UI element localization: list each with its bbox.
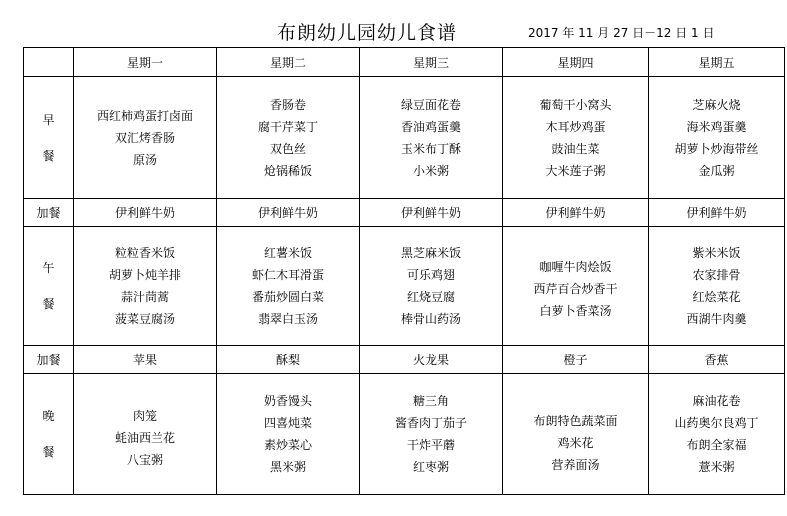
dish: 粒粒香米饭 — [114, 246, 175, 260]
dish: 布朗全家福 — [686, 438, 747, 452]
day-header: 星期四 — [503, 48, 649, 77]
lunch-row — [24, 227, 785, 346]
dish: 肉笼 — [132, 409, 157, 423]
dish: 金瓜粥 — [698, 163, 735, 178]
dish: 胡萝卜炒海带丝 — [674, 141, 759, 156]
dish: 黑米粥 — [269, 460, 306, 474]
dish: 布朗特色蔬菜面 — [533, 414, 618, 428]
dish: 八宝粥 — [126, 453, 163, 467]
day-header: 星期三 — [360, 48, 503, 77]
menu-cell — [649, 227, 785, 346]
dish: 炝锅稀饭 — [263, 163, 312, 178]
menu-cell — [360, 227, 503, 346]
dish: 豉油生菜 — [551, 141, 600, 156]
dish: 玉米布丁酥 — [400, 141, 461, 156]
dish: 干炸平蘑 — [406, 438, 455, 452]
corner-cell — [24, 48, 74, 77]
header-row — [24, 48, 785, 77]
dish: 红烧豆腐 — [406, 290, 455, 304]
snack-item: 橙子 — [503, 346, 649, 374]
dish: 原汤 — [132, 152, 157, 167]
meal-label-lunch: 餐 — [42, 297, 55, 311]
day-header: 星期一 — [74, 48, 217, 77]
breakfast-row — [24, 77, 785, 199]
meal-label-lunch: 午 — [42, 261, 55, 275]
snack-item: 伊利鲜牛奶 — [360, 199, 503, 227]
dish: 素炒菜心 — [263, 438, 312, 452]
dish: 蚝油西兰花 — [114, 431, 175, 445]
menu-table — [23, 47, 785, 495]
dish: 麻油花卷 — [692, 394, 741, 408]
meal-label-cell — [24, 227, 74, 346]
dish: 可乐鸡翅 — [406, 268, 455, 282]
dish: 西湖牛肉羹 — [686, 312, 747, 326]
day-header: 星期五 — [649, 48, 785, 77]
meal-label-breakfast: 早 — [42, 112, 55, 127]
dish: 胡萝卜炖羊排 — [108, 268, 181, 282]
dish: 绿豆面花卷 — [400, 97, 461, 112]
dish: 糖三角 — [412, 394, 449, 408]
menu-cell — [74, 227, 217, 346]
snack-item: 酥梨 — [217, 346, 360, 374]
menu-cell — [217, 374, 360, 495]
dish: 农家排骨 — [692, 268, 741, 282]
dish: 菠菜豆腐汤 — [114, 312, 175, 326]
menu-cell — [217, 77, 360, 199]
menu-cell — [360, 77, 503, 199]
menu-cell — [503, 374, 649, 495]
snack-item: 苹果 — [74, 346, 217, 374]
dish: 鸡米花 — [557, 436, 594, 450]
dish: 香肠卷 — [269, 97, 306, 112]
dish: 紫米米饭 — [692, 246, 741, 260]
dish: 木耳炒鸡蛋 — [545, 119, 606, 134]
snack-row-morning — [24, 199, 785, 227]
day-header: 星期二 — [217, 48, 360, 77]
dish: 芝麻火烧 — [692, 97, 741, 112]
meal-label-snack: 加餐 — [24, 346, 74, 374]
snack-item: 伊利鲜牛奶 — [649, 199, 785, 227]
dish: 红枣粥 — [412, 460, 449, 474]
dish: 翡翠白玉汤 — [257, 312, 318, 326]
dish: 虾仁木耳滑蛋 — [251, 268, 324, 282]
dish: 奶香馒头 — [263, 394, 312, 408]
menu-cell — [649, 374, 785, 495]
dish: 葡萄干小窝头 — [539, 97, 612, 112]
dish: 四喜炖菜 — [263, 416, 312, 430]
dish: 薏米粥 — [698, 460, 735, 474]
menu-cell — [360, 374, 503, 495]
snack-item: 伊利鲜牛奶 — [503, 199, 649, 227]
dish: 黑芝麻米饭 — [400, 246, 461, 260]
menu-cell — [503, 77, 649, 199]
date-range: 2017 年 11 月 27 日－12 日 1 日 — [528, 26, 715, 40]
menu-cell — [649, 77, 785, 199]
menu-cell — [503, 227, 649, 346]
dish: 海米鸡蛋羹 — [686, 119, 747, 134]
page-header — [0, 18, 787, 48]
dinner-row — [24, 374, 785, 495]
dish: 白萝卜香菜汤 — [539, 304, 612, 318]
menu-cell — [74, 374, 217, 495]
menu-cell — [217, 227, 360, 346]
snack-item: 火龙果 — [360, 346, 503, 374]
meal-label-dinner: 餐 — [42, 445, 55, 459]
dish: 大米莲子粥 — [545, 163, 606, 178]
dish: 咖喱牛肉烩饭 — [539, 260, 612, 274]
snack-item: 香蕉 — [649, 346, 785, 374]
meal-label-dinner: 晚 — [42, 409, 55, 423]
dish: 红烩菜花 — [692, 290, 741, 304]
page-title: 布朗幼儿园幼儿食谱 — [277, 22, 458, 44]
dish: 西红柿鸡蛋打卤面 — [96, 108, 193, 123]
dish: 番茄炒圆白菜 — [251, 290, 324, 304]
snack-row-afternoon — [24, 346, 785, 374]
meal-label-snack: 加餐 — [24, 199, 74, 227]
menu-cell — [74, 77, 217, 199]
dish: 蒜汁茼蒿 — [120, 290, 169, 304]
dish: 香油鸡蛋羹 — [400, 119, 461, 134]
meal-label-breakfast: 餐 — [42, 148, 55, 163]
dish: 双色丝 — [269, 141, 306, 156]
snack-item: 伊利鲜牛奶 — [217, 199, 360, 227]
meal-label-cell — [24, 374, 74, 495]
dish: 双汇烤香肠 — [114, 130, 175, 145]
dish: 小米粥 — [412, 163, 449, 178]
dish: 红薯米饭 — [263, 246, 312, 260]
dish: 酱香肉丁茄子 — [394, 416, 467, 430]
dish: 腐干芹菜丁 — [257, 119, 318, 134]
dish: 山药奥尔良鸡丁 — [674, 416, 759, 430]
meal-label-cell — [24, 77, 74, 199]
snack-item: 伊利鲜牛奶 — [74, 199, 217, 227]
dish: 营养面汤 — [551, 458, 600, 472]
dish: 西芹百合炒香干 — [533, 282, 618, 296]
dish: 棒骨山药汤 — [400, 312, 461, 326]
